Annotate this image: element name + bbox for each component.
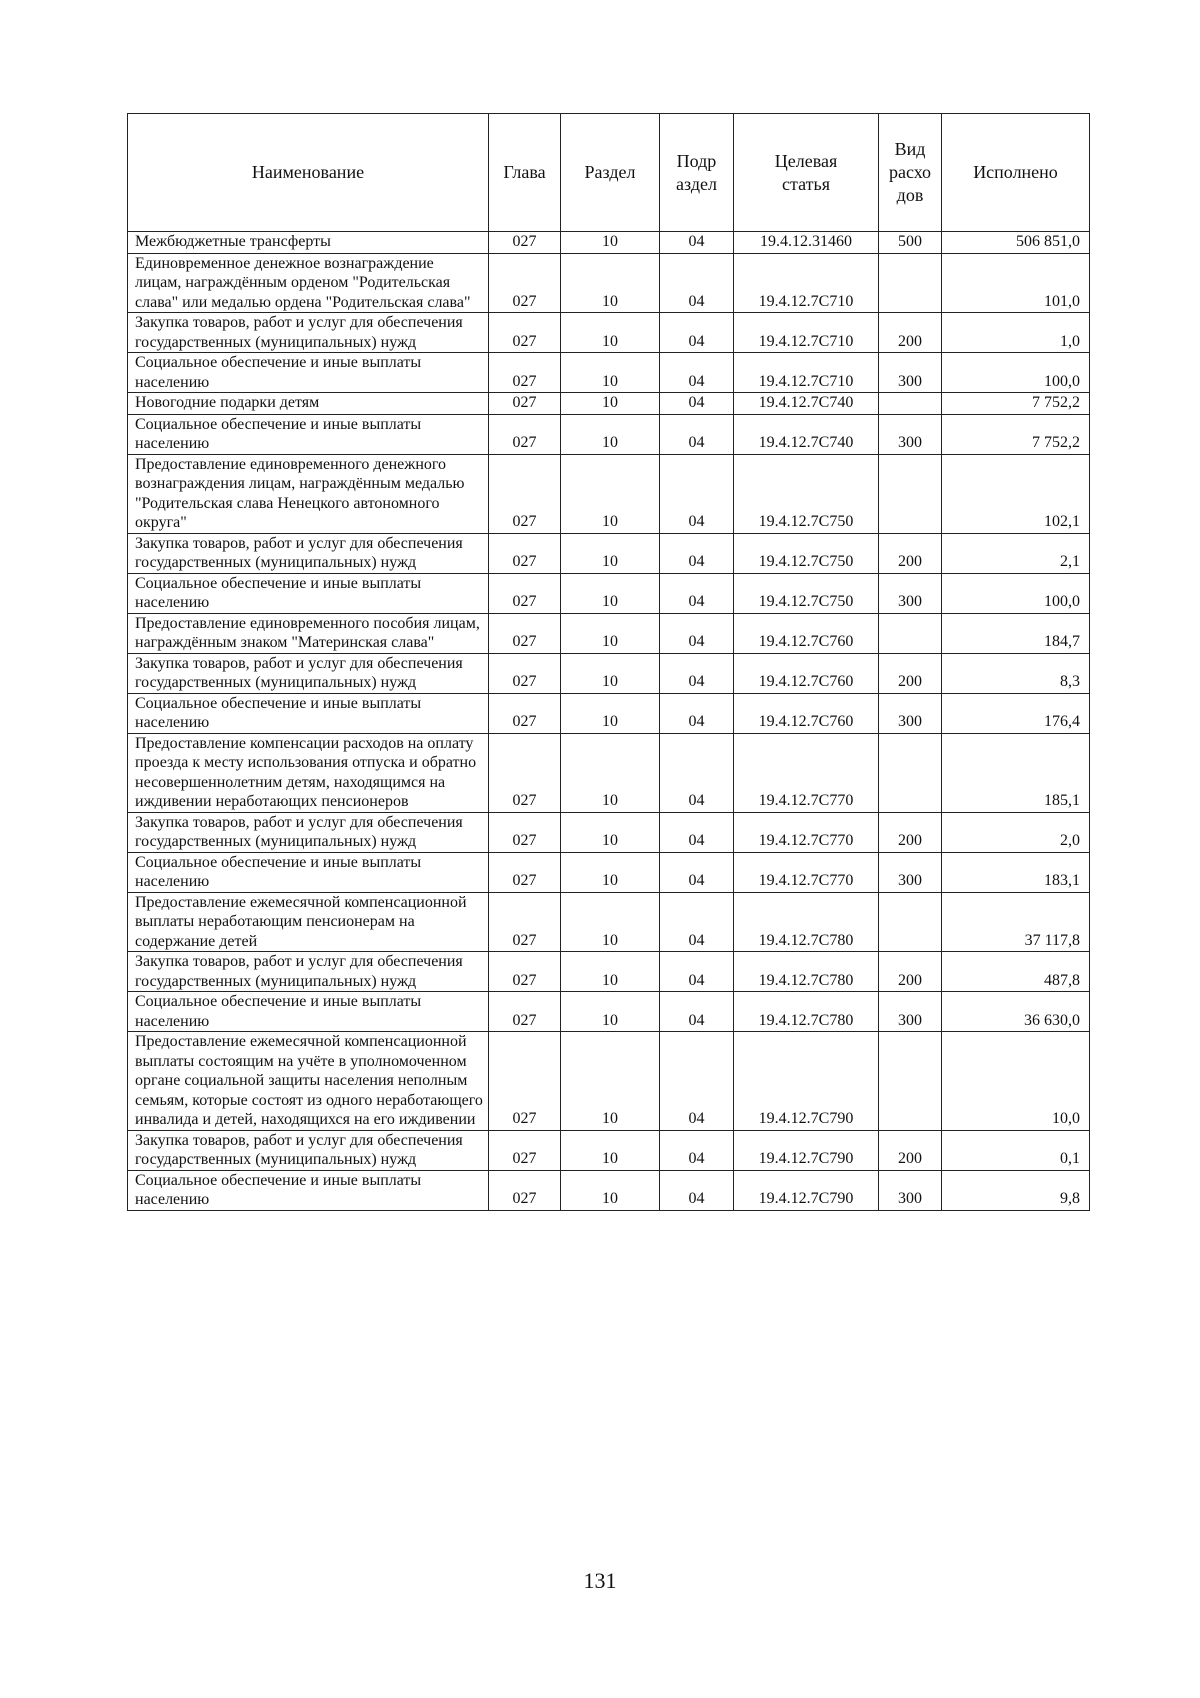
cell-chapter: 027 — [489, 992, 561, 1032]
cell-target: 19.4.12.7С710 — [734, 313, 879, 353]
cell-name: Социальное обеспечение и иные выплаты населению — [128, 1170, 489, 1210]
cell-target: 19.4.12.7С790 — [734, 1032, 879, 1131]
cell-subsection: 04 — [660, 653, 734, 693]
table-row — [128, 573, 1090, 613]
cell-section: 10 — [561, 812, 660, 852]
cell-subsection: 04 — [660, 573, 734, 613]
cell-name: Закупка товаров, работ и услуг для обеспечения государственных (муниципальных) нужд — [128, 1130, 489, 1170]
cell-executed: 2,0 — [942, 812, 1090, 852]
header-target-article — [734, 114, 879, 232]
cell-subsection: 04 — [660, 253, 734, 313]
cell-executed: 8,3 — [942, 653, 1090, 693]
table-row — [128, 414, 1090, 454]
cell-executed: 101,0 — [942, 253, 1090, 313]
cell-executed: 102,1 — [942, 454, 1090, 533]
cell-section: 10 — [561, 454, 660, 533]
table-row — [128, 812, 1090, 852]
cell-executed: 7 752,2 — [942, 393, 1090, 415]
cell-executed: 506 851,0 — [942, 232, 1090, 254]
table-row — [128, 393, 1090, 415]
cell-subsection: 04 — [660, 613, 734, 653]
budget-execution-table — [127, 113, 1090, 1211]
cell-name: Закупка товаров, работ и услуг для обеспечения государственных (муниципальных) нужд — [128, 313, 489, 353]
cell-kind: 200 — [879, 313, 942, 353]
cell-section: 10 — [561, 613, 660, 653]
cell-target: 19.4.12.7С740 — [734, 414, 879, 454]
table-row — [128, 992, 1090, 1032]
cell-executed: 487,8 — [942, 952, 1090, 992]
budget-table-container — [127, 113, 1089, 1211]
cell-kind: 200 — [879, 812, 942, 852]
cell-section: 10 — [561, 733, 660, 812]
table-row — [128, 353, 1090, 393]
cell-target: 19.4.12.7С710 — [734, 253, 879, 313]
cell-kind: 300 — [879, 414, 942, 454]
cell-kind — [879, 454, 942, 533]
cell-section: 10 — [561, 414, 660, 454]
cell-name: Закупка товаров, работ и услуг для обеспечения государственных (муниципальных) нужд — [128, 952, 489, 992]
cell-subsection: 04 — [660, 393, 734, 415]
table-row — [128, 232, 1090, 254]
cell-kind: 300 — [879, 693, 942, 733]
table-row — [128, 653, 1090, 693]
cell-kind — [879, 1032, 942, 1131]
cell-section: 10 — [561, 1032, 660, 1131]
cell-target: 19.4.12.7С750 — [734, 533, 879, 573]
cell-section: 10 — [561, 253, 660, 313]
cell-target: 19.4.12.7С770 — [734, 852, 879, 892]
cell-target: 19.4.12.7С780 — [734, 992, 879, 1032]
cell-kind: 200 — [879, 653, 942, 693]
cell-name: Закупка товаров, работ и услуг для обеспечения государственных (муниципальных) нужд — [128, 533, 489, 573]
cell-kind — [879, 253, 942, 313]
table-row — [128, 613, 1090, 653]
cell-section: 10 — [561, 952, 660, 992]
cell-subsection: 04 — [660, 952, 734, 992]
cell-subsection: 04 — [660, 1170, 734, 1210]
cell-target: 19.4.12.7С710 — [734, 353, 879, 393]
cell-subsection: 04 — [660, 1032, 734, 1131]
cell-chapter: 027 — [489, 454, 561, 533]
cell-target: 19.4.12.7С780 — [734, 892, 879, 952]
cell-subsection: 04 — [660, 733, 734, 812]
cell-chapter: 027 — [489, 533, 561, 573]
cell-target: 19.4.12.7С750 — [734, 573, 879, 613]
cell-chapter: 027 — [489, 613, 561, 653]
cell-executed: 100,0 — [942, 573, 1090, 613]
cell-chapter: 027 — [489, 232, 561, 254]
cell-kind: 300 — [879, 1170, 942, 1210]
cell-chapter: 027 — [489, 653, 561, 693]
cell-chapter: 027 — [489, 852, 561, 892]
cell-chapter: 027 — [489, 812, 561, 852]
cell-section: 10 — [561, 393, 660, 415]
cell-name: Межбюджетные трансферты — [128, 232, 489, 254]
cell-executed: 183,1 — [942, 852, 1090, 892]
cell-section: 10 — [561, 852, 660, 892]
cell-executed: 185,1 — [942, 733, 1090, 812]
cell-executed: 2,1 — [942, 533, 1090, 573]
cell-subsection: 04 — [660, 454, 734, 533]
cell-section: 10 — [561, 573, 660, 613]
cell-subsection: 04 — [660, 892, 734, 952]
table-row — [128, 1130, 1090, 1170]
cell-target: 19.4.12.7С780 — [734, 952, 879, 992]
cell-name: Единовременное денежное вознаграждение лицам, награждённым орденом "Родительская слава" или медалью ордена "Родительская слава" — [128, 253, 489, 313]
cell-name: Новогодние подарки детям — [128, 393, 489, 415]
header-target-article-label: Целевая статья — [774, 150, 838, 194]
cell-section: 10 — [561, 232, 660, 254]
cell-chapter: 027 — [489, 313, 561, 353]
cell-section: 10 — [561, 1130, 660, 1170]
cell-target: 19.4.12.31460 — [734, 232, 879, 254]
cell-executed: 9,8 — [942, 1170, 1090, 1210]
cell-kind: 200 — [879, 533, 942, 573]
cell-target: 19.4.12.7С790 — [734, 1170, 879, 1210]
header-chapter — [489, 114, 561, 232]
table-row — [128, 454, 1090, 533]
table-row — [128, 313, 1090, 353]
cell-chapter: 027 — [489, 253, 561, 313]
cell-chapter: 027 — [489, 892, 561, 952]
cell-section: 10 — [561, 653, 660, 693]
cell-kind — [879, 733, 942, 812]
header-name-label: Наименование — [251, 162, 365, 182]
cell-section: 10 — [561, 1170, 660, 1210]
cell-target: 19.4.12.7С790 — [734, 1130, 879, 1170]
cell-executed: 100,0 — [942, 353, 1090, 393]
cell-subsection: 04 — [660, 353, 734, 393]
cell-kind — [879, 393, 942, 415]
cell-subsection: 04 — [660, 232, 734, 254]
table-body — [128, 232, 1090, 1211]
cell-executed: 36 630,0 — [942, 992, 1090, 1032]
cell-name: Предоставление ежемесячной компенсационной выплаты неработающим пенсионерам на содержание детей — [128, 892, 489, 952]
cell-chapter: 027 — [489, 952, 561, 992]
cell-name: Социальное обеспечение и иные выплаты населению — [128, 693, 489, 733]
cell-kind: 200 — [879, 952, 942, 992]
cell-name: Социальное обеспечение и иные выплаты населению — [128, 852, 489, 892]
page-number: 131 — [583, 1568, 617, 1593]
header-section-label: Раздел — [584, 162, 636, 182]
cell-section: 10 — [561, 992, 660, 1032]
cell-kind: 200 — [879, 1130, 942, 1170]
cell-name: Социальное обеспечение и иные выплаты населению — [128, 353, 489, 393]
cell-kind: 300 — [879, 852, 942, 892]
header-section — [561, 114, 660, 232]
cell-executed: 176,4 — [942, 693, 1090, 733]
header-expense-kind-label: Вид расхо дов — [888, 139, 932, 205]
cell-chapter: 027 — [489, 733, 561, 812]
header-expense-kind — [879, 114, 942, 232]
table-header-row — [128, 114, 1090, 232]
table-row — [128, 253, 1090, 313]
cell-executed: 7 752,2 — [942, 414, 1090, 454]
table-row — [128, 952, 1090, 992]
header-executed — [942, 114, 1090, 232]
cell-chapter: 027 — [489, 1130, 561, 1170]
table-row — [128, 693, 1090, 733]
cell-kind — [879, 892, 942, 952]
cell-kind — [879, 613, 942, 653]
cell-kind: 300 — [879, 573, 942, 613]
cell-subsection: 04 — [660, 992, 734, 1032]
cell-target: 19.4.12.7С740 — [734, 393, 879, 415]
cell-section: 10 — [561, 892, 660, 952]
cell-name: Закупка товаров, работ и услуг для обеспечения государственных (муниципальных) нужд — [128, 812, 489, 852]
table-row — [128, 533, 1090, 573]
cell-name: Закупка товаров, работ и услуг для обеспечения государственных (муниципальных) нужд — [128, 653, 489, 693]
header-subsection — [660, 114, 734, 232]
cell-chapter: 027 — [489, 1032, 561, 1131]
cell-section: 10 — [561, 533, 660, 573]
header-executed-label: Исполнено — [973, 162, 1058, 182]
cell-chapter: 027 — [489, 1170, 561, 1210]
header-subsection-label: Подр аздел — [676, 150, 717, 194]
cell-name: Предоставление ежемесячной компенсационной выплаты состоящим на учёте в уполномоченном органе социальной защиты населения неполным семьям, которые состоят из одного неработающего инвалида и детей, находящихся на его иждивении — [128, 1032, 489, 1131]
header-name — [128, 114, 489, 232]
cell-subsection: 04 — [660, 313, 734, 353]
cell-subsection: 04 — [660, 852, 734, 892]
cell-chapter: 027 — [489, 573, 561, 613]
cell-subsection: 04 — [660, 693, 734, 733]
cell-executed: 37 117,8 — [942, 892, 1090, 952]
cell-chapter: 027 — [489, 693, 561, 733]
cell-target: 19.4.12.7С770 — [734, 812, 879, 852]
cell-executed: 1,0 — [942, 313, 1090, 353]
cell-subsection: 04 — [660, 533, 734, 573]
cell-target: 19.4.12.7С760 — [734, 653, 879, 693]
table-row — [128, 1170, 1090, 1210]
header-chapter-label: Глава — [503, 162, 546, 182]
cell-name: Социальное обеспечение и иные выплаты населению — [128, 414, 489, 454]
cell-name: Социальное обеспечение и иные выплаты населению — [128, 992, 489, 1032]
cell-target: 19.4.12.7С770 — [734, 733, 879, 812]
cell-chapter: 027 — [489, 414, 561, 454]
cell-target: 19.4.12.7С760 — [734, 693, 879, 733]
cell-kind: 500 — [879, 232, 942, 254]
cell-chapter: 027 — [489, 393, 561, 415]
cell-section: 10 — [561, 693, 660, 733]
cell-subsection: 04 — [660, 414, 734, 454]
cell-subsection: 04 — [660, 812, 734, 852]
cell-name: Предоставление единовременного денежного вознаграждения лицам, награждённым медалью "Родительская слава Ненецкого автономного округа" — [128, 454, 489, 533]
cell-name: Предоставление компенсации расходов на оплату проезда к месту использования отпуска и обратно несовершеннолетним детям, находящимся на иждивении неработающих пенсионеров — [128, 733, 489, 812]
table-row — [128, 852, 1090, 892]
cell-name: Предоставление единовременного пособия лицам, награждённым знаком "Материнская слава" — [128, 613, 489, 653]
cell-target: 19.4.12.7С750 — [734, 454, 879, 533]
cell-name: Социальное обеспечение и иные выплаты населению — [128, 573, 489, 613]
cell-kind: 300 — [879, 992, 942, 1032]
cell-subsection: 04 — [660, 1130, 734, 1170]
table-row — [128, 733, 1090, 812]
cell-executed: 0,1 — [942, 1130, 1090, 1170]
table-row — [128, 892, 1090, 952]
cell-section: 10 — [561, 313, 660, 353]
table-row — [128, 1032, 1090, 1131]
cell-kind: 300 — [879, 353, 942, 393]
cell-executed: 10,0 — [942, 1032, 1090, 1131]
cell-section: 10 — [561, 353, 660, 393]
cell-target: 19.4.12.7С760 — [734, 613, 879, 653]
cell-executed: 184,7 — [942, 613, 1090, 653]
cell-chapter: 027 — [489, 353, 561, 393]
